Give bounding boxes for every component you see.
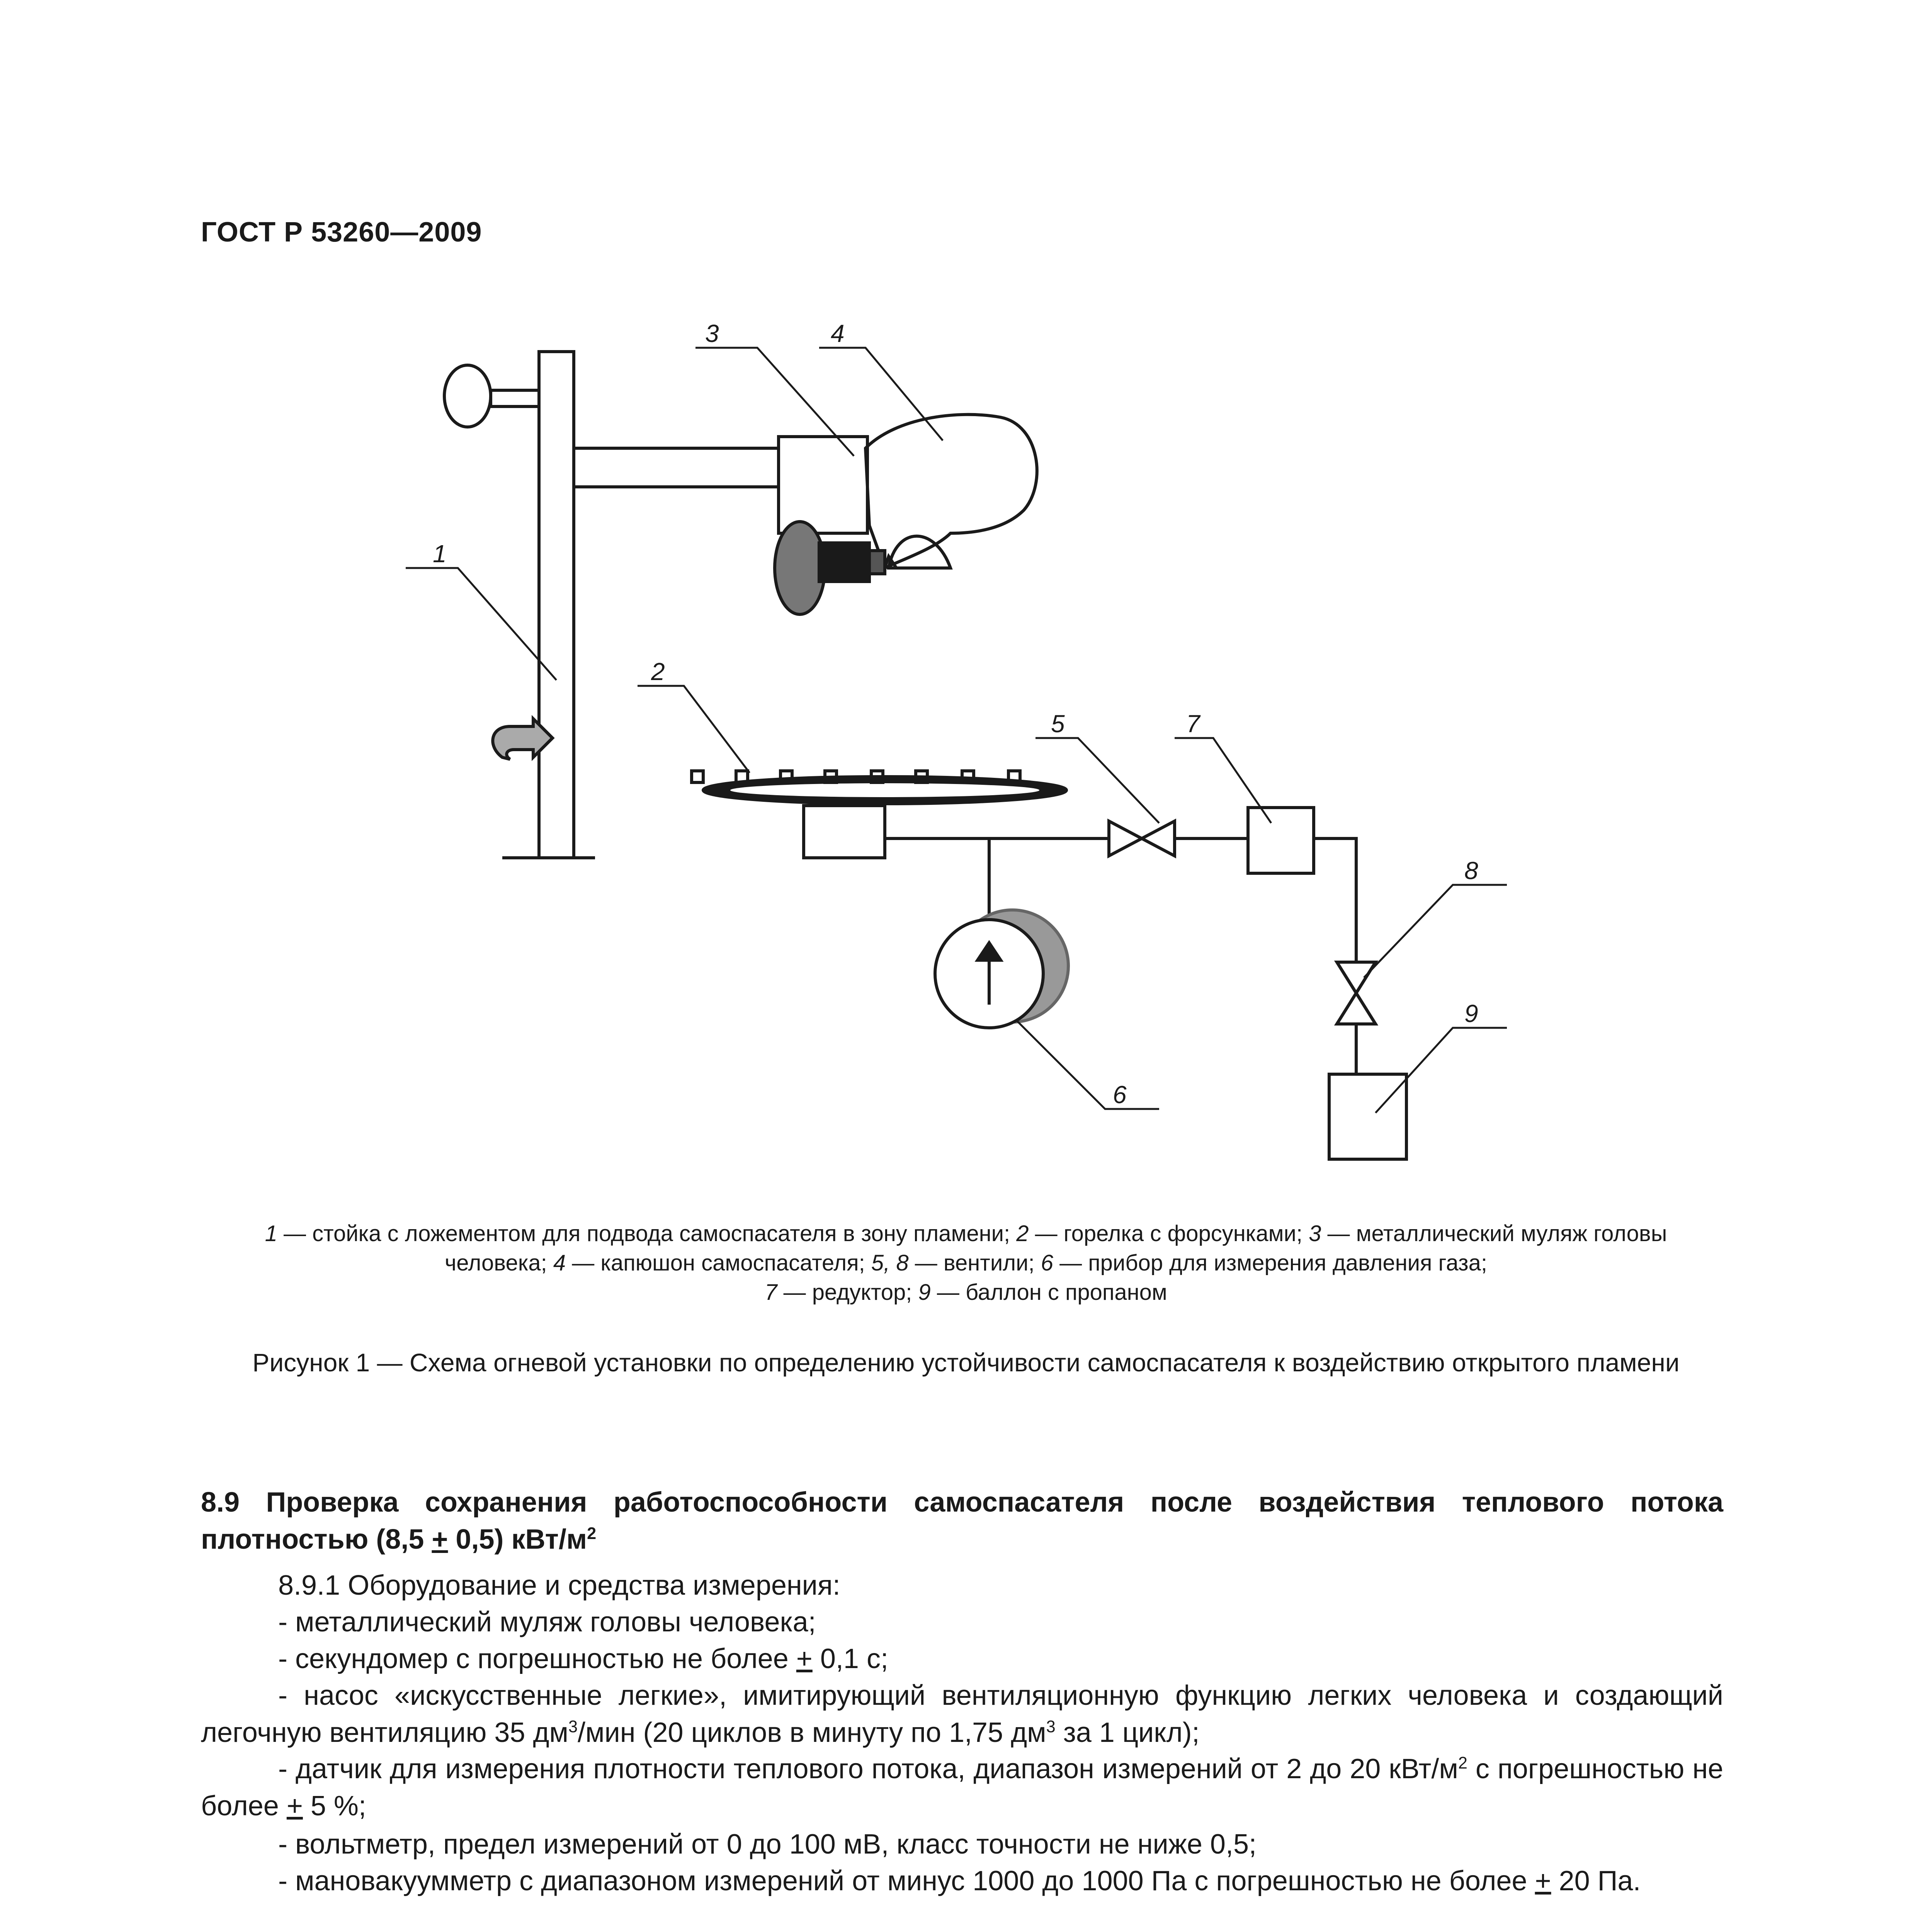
figure-caption: Рисунок 1 — Схема огневой установки по определению устойчивости самоспасателя к воздействию открытого пламени xyxy=(252,1348,1680,1377)
diagram-label-2: 2 xyxy=(651,658,665,685)
diagram-label-4: 4 xyxy=(831,320,845,347)
legend-num: 3 xyxy=(1309,1221,1321,1246)
superscript: 3 xyxy=(568,1718,578,1736)
diagram-label-8: 8 xyxy=(1464,857,1478,884)
superscript: 3 xyxy=(1046,1718,1056,1736)
legend-text: — вентили; xyxy=(908,1250,1041,1276)
plus-minus-sign: + xyxy=(432,1524,448,1555)
stand-post xyxy=(539,352,574,858)
legend-num: 9 xyxy=(918,1280,931,1305)
text: за 1 цикл); xyxy=(1055,1717,1200,1748)
diagram-label-1: 1 xyxy=(433,540,447,568)
legend-text: — металлический муляж головы человека; xyxy=(445,1221,1667,1276)
legend-num: 4 xyxy=(553,1250,566,1276)
plus-minus-sign: + xyxy=(286,1791,303,1821)
legend-num: 1 xyxy=(265,1221,277,1246)
text: с погрешностью не более xyxy=(201,1753,1723,1821)
list-item xyxy=(201,1677,1723,1751)
gas-burner-ring-inner xyxy=(730,783,1039,797)
heat-lamp xyxy=(775,522,825,614)
legend-num: 7 xyxy=(765,1280,777,1305)
diagram-label-5: 5 xyxy=(1051,710,1065,738)
gas-line-3 xyxy=(1314,838,1356,962)
text: 0,1 с; xyxy=(812,1643,888,1674)
head-mount xyxy=(779,437,867,533)
stand-arm xyxy=(574,448,779,487)
superscript: 2 xyxy=(587,1524,597,1543)
text: /мин (20 циклов в минуту по 1,75 дм xyxy=(578,1717,1046,1748)
paragraph: 8.9.1 Оборудование и средства измерения: xyxy=(278,1570,840,1601)
list-item xyxy=(201,1862,1723,1900)
diagram-label-9: 9 xyxy=(1464,1000,1478,1027)
text: - секундомер с погрешностью не более xyxy=(278,1643,796,1674)
document-header: ГОСТ Р 53260—2009 xyxy=(201,217,482,248)
legend-text: — редуктор; xyxy=(777,1280,918,1305)
reducer-7 xyxy=(1248,808,1314,873)
legend-num: 2 xyxy=(1016,1221,1029,1246)
text: - насос «искусственные легкие», имитирующий вентиляционную функцию легких человека и создающий легочную вентиляцию 35 дм xyxy=(201,1680,1723,1748)
figure-legend xyxy=(216,1219,1716,1307)
text: - мановакуумметр с диапазоном измерений от минус 1000 до 1000 Па с погрешностью не более xyxy=(278,1866,1535,1896)
diagram-label-3: 3 xyxy=(705,320,719,347)
superscript: 2 xyxy=(1458,1754,1467,1772)
heat-lamp-body xyxy=(819,543,869,582)
legend-text: — баллон с пропаном xyxy=(930,1280,1167,1305)
plus-minus-sign: + xyxy=(796,1643,813,1674)
diagram-label-6: 6 xyxy=(1113,1081,1127,1109)
stand-handle-knob xyxy=(444,365,491,427)
propane-cylinder-9 xyxy=(1329,1074,1406,1159)
legend-num: 5, 8 xyxy=(871,1250,909,1276)
section-title-text: 0,5) кВт/м xyxy=(448,1524,587,1555)
section-title-text: 8.9 Проверка сохранения работоспособности самоспасателя после воздействия теплового потока плотностью (8,5 xyxy=(201,1487,1723,1555)
rotation-arrow-icon xyxy=(493,719,553,759)
hood-and-head xyxy=(865,415,1037,568)
legend-text: — капюшон самоспасателя; xyxy=(566,1250,871,1276)
heat-lamp-connector xyxy=(869,551,885,574)
text: 5 %; xyxy=(303,1791,366,1821)
diagram-label-7: 7 xyxy=(1186,710,1200,738)
burner-base xyxy=(804,806,885,858)
legend-text: — горелка с форсунками; xyxy=(1029,1221,1309,1246)
text: - датчик для измерения плотности теплового потока, диапазон измерений от 2 до 20 кВт/м xyxy=(278,1753,1458,1784)
stand-handle-bar xyxy=(491,390,539,406)
legend-num: 6 xyxy=(1041,1250,1053,1276)
list-item xyxy=(201,1640,1723,1677)
section-title xyxy=(201,1484,1723,1558)
list-item: - металлический муляж головы человека; xyxy=(278,1607,816,1638)
legend-text: — прибор для измерения давления газа; xyxy=(1053,1250,1487,1276)
text: 20 Па. xyxy=(1551,1866,1641,1896)
list-item: - вольтметр, предел измерений от 0 до 100 мВ, класс точности не ниже 0,5; xyxy=(278,1829,1257,1860)
list-item xyxy=(201,1750,1723,1825)
legend-text: — стойка с ложементом для подвода самоспасателя в зону пламени; xyxy=(277,1221,1017,1246)
plus-minus-sign: + xyxy=(1535,1866,1551,1896)
valve-5 xyxy=(1109,821,1175,856)
